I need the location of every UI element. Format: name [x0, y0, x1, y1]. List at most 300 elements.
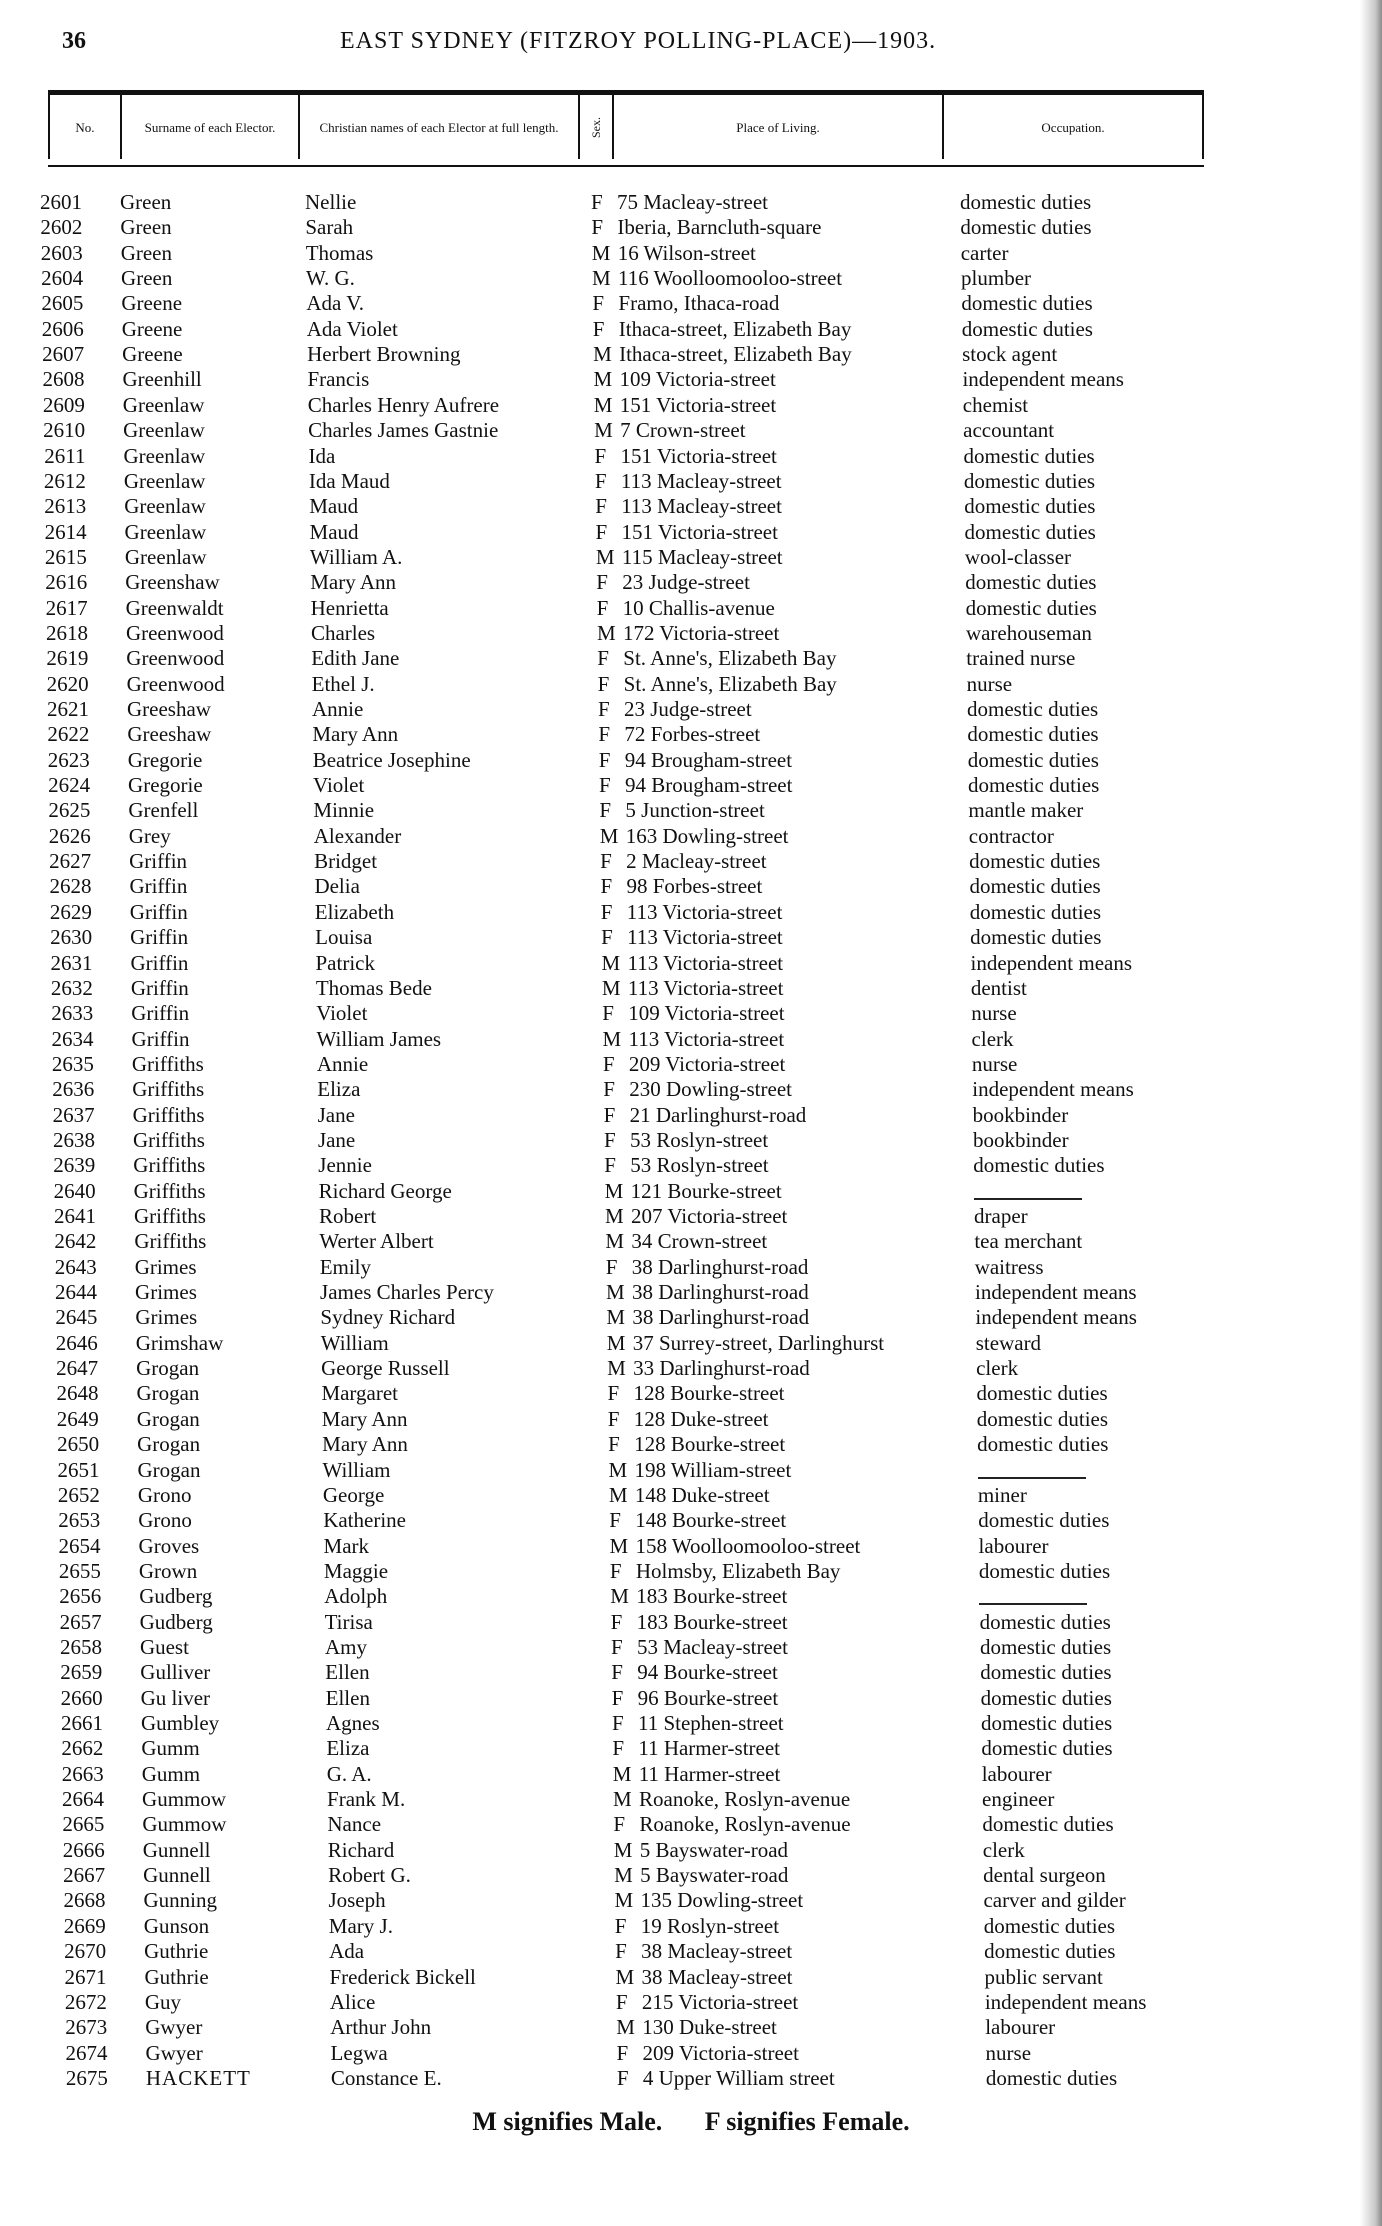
row-place-of-living: 38 Macleay-street	[641, 1964, 793, 1989]
row-occupation: bookbinder	[972, 1127, 1069, 1152]
row-occupation: independent means	[970, 950, 1133, 975]
row-christian-names: Maud	[309, 519, 359, 544]
row-place-of-living: 96 Bourke-street	[637, 1685, 779, 1710]
row-number: 2667	[63, 1863, 106, 1888]
row-place-of-living: 163 Dowling-street	[625, 823, 789, 848]
row-place-of-living: 94 Bourke-street	[637, 1660, 778, 1685]
row-place-of-living: 183 Bourke-street	[636, 1609, 788, 1634]
row-place-of-living: 198 William-street	[634, 1457, 792, 1482]
row-place-of-living: 4 Upper William street	[642, 2065, 835, 2090]
row-sex: F	[594, 443, 607, 468]
row-occupation: domestic duties	[964, 494, 1096, 519]
row-number: 2604	[41, 266, 84, 291]
row-number: 2656	[59, 1584, 102, 1609]
row-christian-names: W. G.	[306, 266, 355, 291]
row-place-of-living: 75 Macleay-street	[617, 190, 769, 214]
row-occupation: labourer	[981, 1761, 1052, 1786]
row-sex: F	[604, 1153, 616, 1178]
row-number: 2647	[56, 1356, 99, 1381]
row-number: 2619	[46, 646, 89, 671]
row-surname: Griffin	[130, 925, 189, 950]
row-christian-names: Jane	[317, 1102, 355, 1127]
row-number: 2652	[57, 1482, 100, 1507]
row-christian-names: Eliza	[317, 1077, 361, 1102]
row-number: 2602	[40, 215, 83, 240]
row-number: 2628	[49, 874, 92, 899]
row-christian-names: Amy	[324, 1634, 367, 1659]
col-header-surname: Surname of each Elector.	[122, 95, 300, 159]
row-occupation: bookbinder	[972, 1102, 1069, 1127]
row-christian-names: Sydney Richard	[320, 1305, 456, 1330]
row-occupation: domestic duties	[985, 2065, 1118, 2090]
row-sex: F	[603, 1077, 615, 1102]
row-place-of-living: 5 Bayswater-road	[639, 1837, 789, 1862]
row-christian-names: Beatrice Josephine	[312, 747, 471, 772]
table-row	[0, 393, 1382, 418]
row-number: 2626	[48, 823, 91, 848]
table-row	[0, 241, 1382, 266]
row-occupation: accountant	[963, 418, 1055, 443]
col-header-no: No.	[48, 95, 122, 159]
row-occupation: domestic duties	[979, 1609, 1111, 1634]
row-place-of-living: 128 Duke-street	[633, 1406, 769, 1431]
table-row	[0, 1584, 1382, 1609]
row-place-of-living: 215 Victoria-street	[641, 1989, 799, 2014]
row-christian-names: Maggie	[323, 1558, 389, 1583]
row-number: 2640	[53, 1178, 96, 1203]
row-sex: F	[615, 1989, 628, 2014]
row-christian-names: Charles James Gastnie	[308, 418, 499, 443]
row-surname: Gudberg	[139, 1584, 213, 1609]
row-number: 2666	[62, 1837, 105, 1862]
table-row	[0, 976, 1382, 1001]
row-place-of-living: 11 Harmer-street	[638, 1761, 781, 1786]
row-christian-names: Patrick	[315, 950, 375, 975]
row-surname: Grey	[128, 823, 171, 848]
row-number: 2609	[42, 392, 85, 417]
table-row	[0, 1812, 1382, 1837]
row-sex: F	[607, 1406, 620, 1431]
row-christian-names: Minnie	[313, 798, 375, 823]
row-surname: Gunnell	[143, 1863, 211, 1888]
row-surname: Griffiths	[132, 1127, 205, 1152]
row-surname: Greene	[121, 316, 183, 341]
row-surname: Green	[120, 240, 172, 265]
row-occupation: carver and gilder	[983, 1888, 1126, 1913]
row-sex: F	[591, 190, 603, 214]
row-number: 2629	[49, 899, 92, 924]
row-number: 2643	[54, 1254, 97, 1279]
row-number: 2606	[41, 316, 84, 341]
row-place-of-living: Iberia, Barncluth-square	[617, 215, 822, 240]
row-surname: Greeshaw	[127, 722, 212, 747]
row-occupation: domestic duties	[967, 722, 1099, 747]
row-occupation: domestic duties	[980, 1660, 1112, 1685]
table-row	[0, 646, 1382, 671]
row-number: 2660	[60, 1685, 103, 1710]
row-christian-names: Agnes	[326, 1711, 380, 1735]
row-occupation	[978, 1458, 1086, 1483]
row-place-of-living: 151 Victoria-street	[619, 392, 777, 417]
row-occupation: nurse	[971, 1051, 1018, 1076]
row-surname: Guy	[144, 1989, 182, 2014]
row-surname: Gunning	[143, 1888, 217, 1913]
table-row	[0, 1255, 1382, 1280]
row-place-of-living: 113 Victoria-street	[628, 1026, 785, 1051]
row-sex: F	[616, 2040, 629, 2065]
row-number: 2675	[65, 2065, 108, 2090]
row-number: 2671	[64, 1964, 107, 1989]
table-row	[0, 798, 1382, 823]
row-occupation	[979, 1584, 1087, 1609]
row-sex: F	[599, 773, 611, 798]
row-christian-names: Nance	[327, 1812, 382, 1837]
row-number: 2670	[64, 1939, 107, 1964]
row-surname: Green	[120, 190, 172, 214]
row-sex: M	[614, 1863, 633, 1888]
row-sex: M	[605, 1229, 625, 1254]
table-row	[0, 1458, 1382, 1483]
row-sex: F	[598, 747, 611, 772]
row-occupation: chemist	[962, 392, 1029, 417]
row-surname: Gwyer	[145, 2015, 203, 2040]
row-christian-names: Alice	[329, 1989, 376, 2014]
row-occupation: nurse	[966, 671, 1013, 696]
row-place-of-living: Holmsby, Elizabeth Bay	[635, 1558, 841, 1583]
row-sex: F	[597, 646, 609, 671]
table-row	[0, 1305, 1382, 1330]
row-occupation: carter	[960, 240, 1009, 265]
table-row	[0, 1432, 1382, 1457]
row-place-of-living: 116 Woolloomooloo-street	[618, 266, 843, 291]
row-surname: Gu liver	[140, 1685, 211, 1710]
row-occupation: independent means	[962, 367, 1124, 392]
row-occupation: clerk	[976, 1356, 1019, 1381]
row-surname: Grimes	[135, 1305, 198, 1330]
row-surname: Greenlaw	[123, 443, 206, 468]
row-sex: F	[592, 316, 605, 341]
table-row	[0, 1635, 1382, 1660]
row-christian-names: Ida Maud	[308, 468, 390, 493]
row-surname: Greenlaw	[122, 392, 205, 417]
row-christian-names: Ada V.	[306, 291, 364, 316]
row-christian-names: Jane	[317, 1127, 356, 1152]
table-row	[0, 596, 1382, 621]
row-place-of-living: Ithaca-street, Elizabeth Bay	[619, 342, 852, 367]
row-sex: F	[611, 1660, 623, 1685]
row-place-of-living: 148 Duke-street	[634, 1482, 770, 1507]
row-christian-names: Richard George	[318, 1178, 452, 1203]
table-row	[0, 1027, 1382, 1052]
row-occupation: trained nurse	[966, 646, 1076, 671]
row-place-of-living: Framo, Ithaca-road	[618, 291, 780, 316]
row-place-of-living: 113 Victoria-street	[627, 950, 784, 975]
row-christian-names: Louisa	[315, 925, 373, 950]
row-sex: F	[600, 849, 612, 874]
row-number: 2601	[40, 190, 82, 214]
row-number: 2611	[44, 443, 86, 468]
row-number: 2639	[53, 1153, 96, 1178]
row-sex: F	[602, 1051, 615, 1076]
row-christian-names: Delia	[314, 874, 360, 899]
row-christian-names: James Charles Percy	[320, 1280, 494, 1305]
row-place-of-living: 23 Judge-street	[624, 697, 752, 721]
row-surname: Griffin	[131, 1001, 190, 1026]
row-place-of-living: 16 Wilson-street	[617, 240, 756, 265]
table-row	[0, 1001, 1382, 1026]
row-sex: F	[616, 2065, 629, 2090]
row-sex: M	[595, 544, 615, 569]
row-number: 2637	[52, 1102, 95, 1127]
table-row	[0, 697, 1382, 722]
row-sex: F	[591, 215, 604, 240]
row-place-of-living: 53 Roslyn-street	[629, 1127, 769, 1152]
table-row	[0, 1483, 1382, 1508]
table-row	[0, 1052, 1382, 1077]
table-row	[0, 1787, 1382, 1812]
row-place-of-living: 53 Macleay-street	[636, 1634, 788, 1659]
row-surname: Grimes	[135, 1280, 197, 1305]
row-place-of-living: 53 Roslyn-street	[630, 1153, 769, 1178]
row-surname: Gunnell	[142, 1837, 211, 1862]
row-sex: F	[595, 494, 607, 519]
row-occupation: domestic duties	[976, 1406, 1109, 1431]
row-number: 2615	[44, 544, 87, 569]
row-occupation: mantle maker	[968, 798, 1084, 823]
table-row	[0, 722, 1382, 747]
row-sex: F	[603, 1102, 616, 1127]
row-surname: Greenwood	[126, 671, 225, 696]
table-row	[0, 1534, 1382, 1559]
row-occupation: dental surgeon	[983, 1863, 1106, 1888]
table-row	[0, 1863, 1382, 1888]
table-row	[0, 773, 1382, 798]
row-number: 2672	[64, 1989, 107, 2014]
table-row	[0, 1103, 1382, 1128]
row-christian-names: Violet	[316, 1001, 368, 1026]
column-headers	[48, 90, 1204, 167]
row-sex: F	[612, 1711, 624, 1735]
row-surname: Greene	[122, 342, 183, 367]
row-number: 2674	[65, 2040, 108, 2065]
row-occupation: domestic duties	[965, 570, 1097, 595]
table-row	[0, 1686, 1382, 1711]
row-occupation: domestic duties	[982, 1812, 1114, 1837]
table-row	[0, 1914, 1382, 1939]
row-sex: M	[606, 1280, 625, 1305]
row-place-of-living: 172 Victoria-street	[622, 620, 780, 645]
row-christian-names: G. A.	[326, 1761, 372, 1786]
page-number: 36	[62, 28, 86, 54]
row-sex: F	[615, 1939, 627, 1964]
row-occupation: independent means	[975, 1280, 1137, 1305]
row-place-of-living: 207 Victoria-street	[631, 1204, 788, 1228]
row-christian-names: Francis	[307, 367, 370, 392]
row-christian-names: Richard	[327, 1837, 395, 1862]
row-number: 2644	[55, 1280, 98, 1305]
table-row	[0, 1965, 1382, 1990]
row-number: 2612	[43, 468, 86, 493]
row-number: 2625	[48, 798, 91, 823]
row-number: 2659	[60, 1660, 103, 1685]
row-occupation: labourer	[985, 2015, 1056, 2040]
row-christian-names: Mary Ann	[310, 570, 396, 595]
row-surname: Grogan	[136, 1381, 200, 1406]
row-christian-names: Frederick Bickell	[329, 1964, 476, 1989]
row-christian-names: Charles Henry Aufrere	[307, 392, 500, 417]
row-christian-names: Violet	[313, 773, 365, 798]
row-surname: Guest	[139, 1634, 189, 1659]
row-sex: M	[593, 367, 613, 392]
row-christian-names: William A.	[309, 544, 403, 569]
row-occupation: domestic duties	[983, 1913, 1116, 1938]
row-surname: Gummow	[142, 1812, 227, 1837]
row-place-of-living: 98 Forbes-street	[626, 874, 763, 899]
row-surname: Griffin	[131, 1026, 190, 1051]
row-christian-names: Alexander	[313, 823, 402, 848]
row-christian-names: George	[322, 1482, 385, 1507]
row-occupation: domestic duties	[961, 316, 1093, 341]
row-occupation: independent means	[972, 1077, 1134, 1102]
row-surname: Green	[121, 266, 173, 291]
row-number: 2658	[59, 1634, 102, 1659]
row-number: 2605	[41, 291, 84, 316]
row-sex: M	[601, 975, 621, 1000]
table-row	[0, 1280, 1382, 1305]
table-row	[0, 1711, 1382, 1736]
row-number: 2646	[55, 1330, 98, 1355]
row-christian-names: Herbert Browning	[307, 342, 461, 367]
table-row	[0, 1508, 1382, 1533]
row-christian-names: Sarah	[305, 215, 354, 240]
row-surname: Griffiths	[132, 1077, 205, 1102]
row-number: 2641	[54, 1204, 96, 1228]
row-number: 2614	[44, 519, 87, 544]
row-sex: F	[596, 595, 609, 620]
row-christian-names: Ada	[329, 1939, 365, 1964]
row-number: 2610	[43, 418, 86, 443]
row-christian-names: Jennie	[318, 1153, 372, 1178]
row-sex: F	[601, 925, 613, 950]
table-row	[0, 1229, 1382, 1254]
row-surname: Grogan	[137, 1457, 201, 1482]
row-occupation: independent means	[984, 1989, 1147, 2014]
row-christian-names: Mark	[323, 1533, 370, 1558]
table-row	[0, 1128, 1382, 1153]
row-christian-names: Werter Albert	[319, 1229, 434, 1254]
row-sex: F	[611, 1685, 624, 1710]
row-occupation: domestic duties	[981, 1711, 1113, 1735]
row-surname: Green	[120, 215, 172, 240]
row-occupation: plumber	[961, 266, 1032, 291]
row-place-of-living: 128 Bourke-street	[634, 1432, 786, 1457]
row-christian-names: Henrietta	[310, 595, 389, 620]
table-row	[0, 1407, 1382, 1432]
row-number: 2607	[42, 342, 85, 367]
row-surname: Greenlaw	[123, 468, 206, 493]
row-occupation: miner	[977, 1482, 1027, 1507]
table-row	[0, 469, 1382, 494]
table-row	[0, 1888, 1382, 1913]
row-place-of-living: Roanoke, Roslyn-avenue	[639, 1812, 851, 1837]
row-sex: M	[610, 1584, 629, 1609]
row-number: 2622	[47, 722, 90, 747]
row-occupation: public servant	[984, 1964, 1103, 1989]
row-christian-names: Mary Ann	[312, 722, 399, 747]
legend-male: M signifies Male.	[472, 2107, 663, 2136]
row-place-of-living: Ithaca-street, Elizabeth Bay	[618, 316, 852, 341]
row-christian-names: Adolph	[324, 1584, 388, 1609]
row-sex: F	[613, 1812, 626, 1837]
row-number: 2627	[49, 849, 92, 874]
row-occupation: domestic duties	[979, 1634, 1112, 1659]
row-place-of-living: 230 Dowling-street	[629, 1077, 792, 1102]
row-occupation: domestic duties	[973, 1153, 1105, 1178]
row-sex: F	[610, 1609, 623, 1634]
row-sex: F	[596, 570, 608, 595]
row-number: 2618	[45, 620, 88, 645]
row-place-of-living: 5 Bayswater-road	[640, 1863, 789, 1888]
row-surname: Griffiths	[132, 1102, 205, 1127]
table-row	[0, 317, 1382, 342]
table-row	[0, 215, 1382, 240]
row-christian-names: Ida	[308, 443, 336, 468]
row-sex: M	[614, 1888, 634, 1913]
row-surname: Grono	[137, 1482, 192, 1507]
row-place-of-living: 209 Victoria-street	[642, 2040, 799, 2065]
row-number: 2669	[63, 1913, 106, 1938]
row-sex: M	[604, 1178, 624, 1203]
row-surname: Grogan	[136, 1406, 200, 1431]
row-sex: F	[612, 1736, 625, 1761]
row-place-of-living: St. Anne's, Elizabeth Bay	[623, 646, 837, 671]
row-place-of-living: 151 Victoria-street	[621, 519, 778, 544]
row-surname: Grenfell	[128, 798, 199, 823]
row-sex: M	[608, 1482, 628, 1507]
row-sex: F	[609, 1558, 622, 1583]
table-row	[0, 900, 1382, 925]
col-header-christian: Christian names of each Elector at full length.	[300, 95, 580, 159]
row-christian-names: Constance E.	[330, 2065, 442, 2090]
row-surname: Grimes	[134, 1254, 197, 1279]
row-place-of-living: 94 Brougham-street	[624, 747, 793, 772]
row-sex: M	[607, 1356, 626, 1381]
row-surname: Griffiths	[134, 1229, 207, 1254]
row-christian-names: Ellen	[325, 1660, 370, 1685]
row-number: 2634	[51, 1026, 94, 1051]
col-header-place: Place of Living.	[614, 95, 944, 159]
row-christian-names: Robert G.	[328, 1863, 411, 1888]
col-header-sex: Sex.	[580, 95, 614, 159]
row-christian-names: Maud	[309, 494, 359, 519]
row-sex: M	[599, 823, 619, 848]
table-row	[0, 545, 1382, 570]
row-number: 2650	[57, 1432, 100, 1457]
row-place-of-living: 38 Darlinghurst-road	[632, 1305, 810, 1330]
row-place-of-living: 113 Victoria-street	[627, 975, 784, 1000]
row-place-of-living: 109 Victoria-street	[628, 1001, 785, 1026]
row-number: 2632	[50, 975, 93, 1000]
table-row	[0, 925, 1382, 950]
row-sex: F	[599, 798, 612, 823]
row-place-of-living: 158 Woolloomooloo-street	[635, 1533, 861, 1558]
row-sex: M	[594, 418, 613, 443]
table-row	[0, 1179, 1382, 1204]
row-number: 2621	[47, 697, 89, 721]
row-place-of-living: 21 Darlinghurst-road	[629, 1102, 807, 1127]
row-place-of-living: 11 Harmer-street	[638, 1736, 780, 1761]
row-surname: Greenwood	[126, 646, 225, 671]
